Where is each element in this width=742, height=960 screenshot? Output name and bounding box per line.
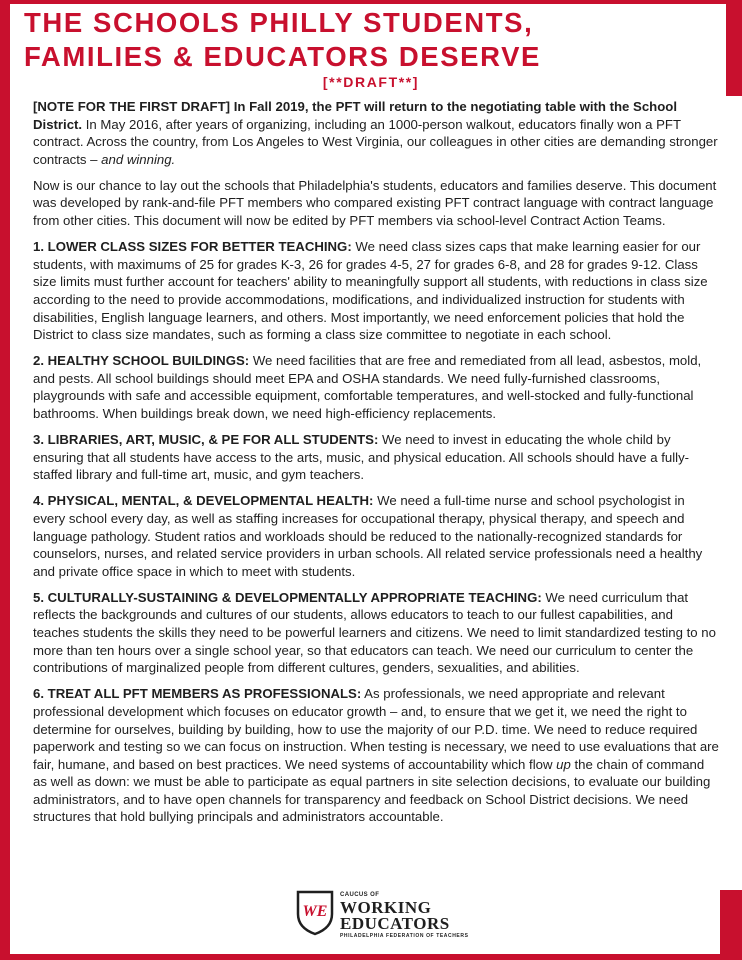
section-teaching <box>33 589 719 677</box>
section-class-sizes <box>33 238 719 344</box>
section-heading: 4. PHYSICAL, MENTAL, & DEVELOPMENTAL HEALTH: <box>33 493 374 509</box>
section-body: We need facilities that are free and remediated from all lead, asbestos, mold, and pests. All school buildings should meet EPA and OSHA standards. We need fully-furnished classrooms, playgrounds with safe and accessible equipment, comfortable temperatures, and well-stocked and fully-functional bathrooms. When buildings break down, we need high-efficiency replacements. <box>33 353 702 421</box>
section-healthy-buildings <box>33 352 719 422</box>
document-body <box>33 98 719 835</box>
section-body: We need curriculum that reflects the backgrounds and cultures of our students, allows educators to teach to our fullest capabilities, and teaches students the skills they need to be powerful learners and citizens. We need to limit standardized testing to no more than ten hours over a single school year, so that educators can teach. We need our curriculum to center the contributions of marginalized people from different cultures, genders, sexualities, and abilities. <box>33 589 716 676</box>
section-heading: 3. LIBRARIES, ART, MUSIC, & PE FOR ALL STUDENTS: <box>33 432 379 448</box>
section-body-part-1: As professionals, we need appropriate and relevant professional development which focuses on educator growth – and, to ensure that we get it, we need the right to determine for ourselves, building by building, how to use the majority of our P.D. time. We need to reduce required paperwork and testing so we can focus on instruction. When testing is necessary, we need to use evaluations that are fair, humane, and based on best practices. We need systems of accountability which flow <box>33 686 719 772</box>
intro-note-text: In May 2016, after years of organizing, including an 1000-person walkout, educators finally won a PFT contract. Across the country, from Los Angeles to West Virginia, our colleagues in other cities are demanding stronger contracts – <box>33 116 718 167</box>
section-heading: 5. CULTURALLY-SUSTAINING & DEVELOPMENTALLY APPROPRIATE TEACHING: <box>33 589 542 605</box>
working-educators-logo <box>296 890 486 944</box>
logo-caucus-of: CAUCUS OF <box>340 892 380 898</box>
section-body: We need to invest in educating the whole child by ensuring that all students have access to the arts, music, and physical education. All schools should have a fully-staffed library and full-time art, music, and gym teachers. <box>33 432 690 483</box>
right-border-bottom <box>720 890 742 960</box>
section-professionals <box>33 685 719 826</box>
shield-icon <box>296 890 334 936</box>
logo-working: WORKING <box>340 898 432 917</box>
intro-note <box>33 98 719 168</box>
section-body: We need a full-time nurse and school psychologist in every school every day, as well as staffing increases for occupational therapy, physical therapy, and speech and language pathology. Student ratios and workloads should be reduced to the nationally-recognized standards for counselors, nurses, and related service providers in urban schools. All related service professionals need a healthy and private office space in which to meet with students. <box>33 493 703 579</box>
logo-educators: EDUCATORS <box>340 914 450 933</box>
section-heading: 1. LOWER CLASS SIZES FOR BETTER TEACHING: <box>33 239 352 255</box>
logo-tagline: PHILADELPHIA FEDERATION OF TEACHERS <box>340 933 469 939</box>
section-body-italic: up <box>556 756 571 772</box>
section-body-part-2: the chain of command as well as down: we must be able to participate as equal partners in site selection decisions, to evaluate our building administrators, and to have open channels for transparency and feedback on School District decisions. We need structures that hold bullying principals and administrators accountable. <box>33 756 711 825</box>
intro-paragraph: Now is our chance to lay out the schools that Philadelphia's students, educators and families deserve. This document was developed by rank-and-file PFT members who compared existing PFT contract language with contract language from other cities. This document will now be edited by PFT members via school-level Contract Action Teams. <box>33 177 717 229</box>
section-body: We need class sizes caps that make learning easier for our students, with maximums of 25 for grades K-3, 26 for grades 4-5, 27 for grades 6-8, and 28 for grades 9-12. Class size limits must further account for teachers' ability to meaningfully support all students, with reductions in class size according to the need to provide accommodations, modifications, and individualized instruction for students with disabilities, English language learners, and others. Most importantly, we need enforcement policies that hold the District to class size mandates, such as forming a class size committee to negotiate in each school. <box>33 239 708 343</box>
section-health <box>33 492 719 580</box>
title-line-2: FAMILIES & EDUCATORS DESERVE <box>24 41 541 72</box>
logo-monogram: WE <box>302 903 328 920</box>
draft-label: [**DRAFT**] <box>322 74 420 90</box>
left-border <box>0 0 10 960</box>
title-line-1: THE SCHOOLS PHILLY STUDENTS, <box>24 7 534 38</box>
section-heading: 2. HEALTHY SCHOOL BUILDINGS: <box>33 353 250 369</box>
intro-note-italic: and winning. <box>101 151 176 167</box>
section-heading: 6. TREAT ALL PFT MEMBERS AS PROFESSIONALS: <box>33 686 362 702</box>
section-libraries-arts <box>33 431 719 484</box>
bottom-border <box>0 954 742 960</box>
intro-note-bold: [NOTE FOR THE FIRST DRAFT] In Fall 2019, the PFT will return to the negotiating table with the School District. <box>33 99 678 132</box>
page-title <box>24 6 724 74</box>
top-border <box>0 0 742 4</box>
